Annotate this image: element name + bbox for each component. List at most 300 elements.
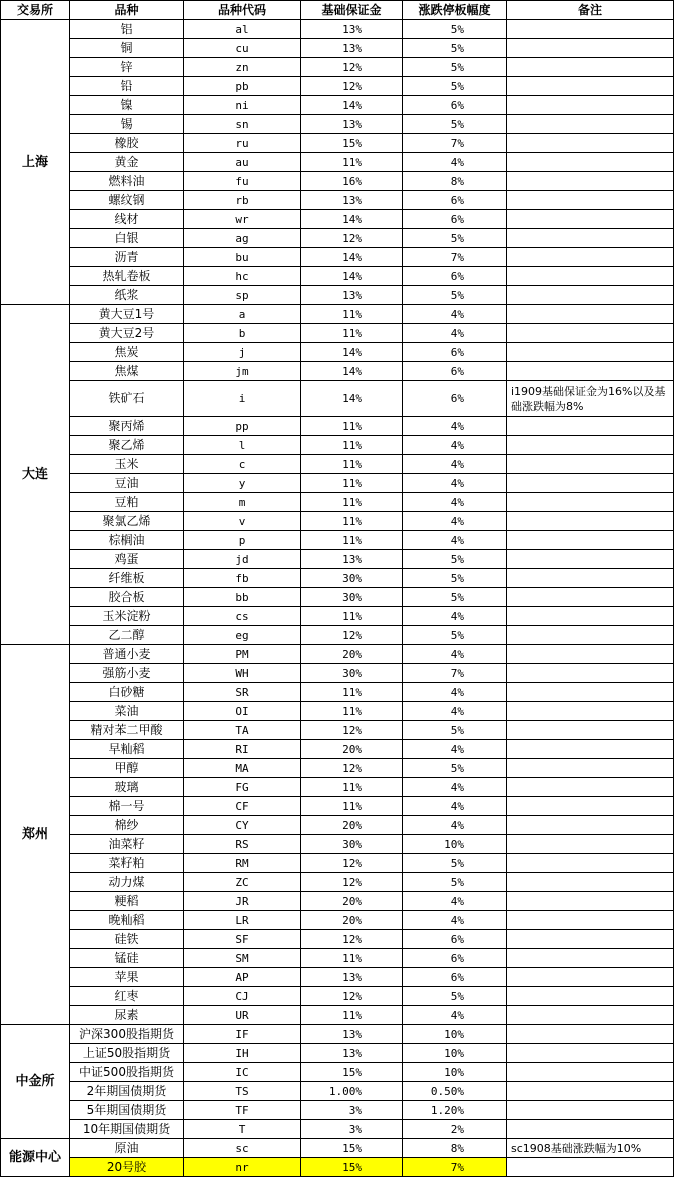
table-row (1, 436, 674, 455)
limit-cell: 5% (403, 58, 507, 77)
exchange-cell: 大连 (1, 305, 70, 645)
exchange-cell: 郑州 (1, 645, 70, 1025)
code-cell: y (184, 474, 301, 493)
margin-cell: 20% (301, 911, 403, 930)
limit-cell: 6% (403, 96, 507, 115)
table-row (1, 968, 674, 987)
product-cell: 锰硅 (70, 949, 184, 968)
limit-cell: 4% (403, 778, 507, 797)
limit-cell: 10% (403, 1025, 507, 1044)
product-cell: 20号胶 (70, 1158, 184, 1177)
code-cell: zn (184, 58, 301, 77)
code-cell: c (184, 455, 301, 474)
product-cell: 粳稻 (70, 892, 184, 911)
limit-cell: 4% (403, 702, 507, 721)
table-row (1, 531, 674, 550)
product-cell: 棕榈油 (70, 531, 184, 550)
code-cell: bb (184, 588, 301, 607)
margin-cell: 30% (301, 588, 403, 607)
code-cell: jm (184, 362, 301, 381)
note-cell (507, 683, 674, 702)
limit-cell: 2% (403, 1120, 507, 1139)
product-cell: 镍 (70, 96, 184, 115)
code-cell: a (184, 305, 301, 324)
note-cell (507, 58, 674, 77)
table-row (1, 172, 674, 191)
limit-cell: 5% (403, 20, 507, 39)
product-cell: 5年期国债期货 (70, 1101, 184, 1120)
code-cell: CF (184, 797, 301, 816)
note-cell (507, 512, 674, 531)
table-row (1, 740, 674, 759)
code-cell: AP (184, 968, 301, 987)
note-cell (507, 455, 674, 474)
margin-cell: 12% (301, 77, 403, 96)
code-cell: ru (184, 134, 301, 153)
code-cell: fb (184, 569, 301, 588)
table-row (1, 1158, 674, 1177)
code-cell: ag (184, 229, 301, 248)
margin-cell: 12% (301, 58, 403, 77)
table-row (1, 683, 674, 702)
product-cell: 油菜籽 (70, 835, 184, 854)
code-cell: MA (184, 759, 301, 778)
note-cell (507, 343, 674, 362)
limit-cell: 5% (403, 873, 507, 892)
limit-cell: 4% (403, 607, 507, 626)
limit-cell: 6% (403, 267, 507, 286)
header-note: 备注 (507, 1, 674, 20)
note-cell (507, 911, 674, 930)
margin-cell: 14% (301, 362, 403, 381)
table-row (1, 607, 674, 626)
note-cell (507, 949, 674, 968)
code-cell: PM (184, 645, 301, 664)
table-row (1, 1082, 674, 1101)
note-cell (507, 436, 674, 455)
table-row (1, 626, 674, 645)
table-row (1, 58, 674, 77)
margin-cell: 11% (301, 702, 403, 721)
margin-cell: 20% (301, 645, 403, 664)
code-cell: fu (184, 172, 301, 191)
limit-cell: 5% (403, 115, 507, 134)
code-cell: UR (184, 1006, 301, 1025)
note-cell (507, 474, 674, 493)
code-cell: rb (184, 191, 301, 210)
note-cell (507, 854, 674, 873)
note-cell (507, 550, 674, 569)
product-cell: 玉米淀粉 (70, 607, 184, 626)
note-cell (507, 96, 674, 115)
limit-cell: 4% (403, 531, 507, 550)
note-cell: i1909基础保证金为16%以及基础涨跌幅为8% (507, 381, 674, 417)
table-row (1, 248, 674, 267)
product-cell: 白砂糖 (70, 683, 184, 702)
margin-cell: 14% (301, 248, 403, 267)
product-cell: 纤维板 (70, 569, 184, 588)
table-row (1, 343, 674, 362)
code-cell: CJ (184, 987, 301, 1006)
code-cell: au (184, 153, 301, 172)
margin-cell: 20% (301, 892, 403, 911)
table-row (1, 381, 674, 417)
limit-cell: 6% (403, 343, 507, 362)
margin-cell: 11% (301, 778, 403, 797)
product-cell: 黄大豆1号 (70, 305, 184, 324)
table-row (1, 362, 674, 381)
product-cell: 线材 (70, 210, 184, 229)
note-cell (507, 1101, 674, 1120)
margin-cell: 16% (301, 172, 403, 191)
margin-cell: 13% (301, 20, 403, 39)
code-cell: ni (184, 96, 301, 115)
note-cell (507, 778, 674, 797)
limit-cell: 5% (403, 626, 507, 645)
table-row (1, 1063, 674, 1082)
margin-cell: 11% (301, 324, 403, 343)
product-cell: 原油 (70, 1139, 184, 1158)
table-row (1, 949, 674, 968)
note-cell (507, 172, 674, 191)
table-row (1, 134, 674, 153)
code-cell: b (184, 324, 301, 343)
table-row (1, 1044, 674, 1063)
code-cell: nr (184, 1158, 301, 1177)
code-cell: RI (184, 740, 301, 759)
note-cell (507, 721, 674, 740)
margin-cell: 12% (301, 759, 403, 778)
margin-cell: 11% (301, 436, 403, 455)
limit-cell: 6% (403, 210, 507, 229)
product-cell: 热轧卷板 (70, 267, 184, 286)
limit-cell: 4% (403, 1006, 507, 1025)
note-cell (507, 1120, 674, 1139)
exchange-cell: 上海 (1, 20, 70, 305)
product-cell: 10年期国债期货 (70, 1120, 184, 1139)
product-cell: 铜 (70, 39, 184, 58)
note-cell (507, 229, 674, 248)
product-cell: 鸡蛋 (70, 550, 184, 569)
margin-cell: 20% (301, 816, 403, 835)
margin-cell: 20% (301, 740, 403, 759)
margin-cell: 11% (301, 474, 403, 493)
table-row (1, 1006, 674, 1025)
code-cell: TA (184, 721, 301, 740)
code-cell: RS (184, 835, 301, 854)
product-cell: 中证500股指期货 (70, 1063, 184, 1082)
limit-cell: 6% (403, 930, 507, 949)
product-cell: 甲醇 (70, 759, 184, 778)
limit-cell: 5% (403, 569, 507, 588)
note-cell (507, 588, 674, 607)
code-cell: OI (184, 702, 301, 721)
margin-cell: 11% (301, 512, 403, 531)
product-cell: 棉一号 (70, 797, 184, 816)
exchange-cell: 中金所 (1, 1025, 70, 1139)
note-cell (507, 968, 674, 987)
table-row (1, 493, 674, 512)
limit-cell: 4% (403, 512, 507, 531)
table-row (1, 778, 674, 797)
code-cell: i (184, 381, 301, 417)
note-cell (507, 664, 674, 683)
limit-cell: 7% (403, 248, 507, 267)
table-row (1, 512, 674, 531)
code-cell: CY (184, 816, 301, 835)
limit-cell: 7% (403, 134, 507, 153)
product-cell: 豆油 (70, 474, 184, 493)
table-row (1, 305, 674, 324)
margin-cell: 11% (301, 153, 403, 172)
limit-cell: 7% (403, 1158, 507, 1177)
code-cell: SM (184, 949, 301, 968)
note-cell (507, 286, 674, 305)
table-row (1, 759, 674, 778)
note-cell (507, 759, 674, 778)
margin-cell: 30% (301, 569, 403, 588)
limit-cell: 4% (403, 645, 507, 664)
header-margin: 基础保证金 (301, 1, 403, 20)
note-cell (507, 493, 674, 512)
note-cell (507, 892, 674, 911)
code-cell: T (184, 1120, 301, 1139)
table-body (1, 20, 674, 1177)
product-cell: 聚丙烯 (70, 417, 184, 436)
product-cell: 乙二醇 (70, 626, 184, 645)
table-row (1, 588, 674, 607)
product-cell: 棉纱 (70, 816, 184, 835)
limit-cell: 4% (403, 324, 507, 343)
margin-cell: 12% (301, 930, 403, 949)
note-cell (507, 835, 674, 854)
code-cell: sc (184, 1139, 301, 1158)
code-cell: pp (184, 417, 301, 436)
code-cell: SF (184, 930, 301, 949)
note-cell (507, 930, 674, 949)
table-row (1, 930, 674, 949)
limit-cell: 4% (403, 305, 507, 324)
limit-cell: 4% (403, 892, 507, 911)
table-row (1, 1025, 674, 1044)
code-cell: p (184, 531, 301, 550)
limit-cell: 4% (403, 153, 507, 172)
product-cell: 晚籼稻 (70, 911, 184, 930)
margin-cell: 30% (301, 664, 403, 683)
note-cell (507, 873, 674, 892)
limit-cell: 10% (403, 1063, 507, 1082)
code-cell: al (184, 20, 301, 39)
limit-cell: 6% (403, 191, 507, 210)
table-row (1, 569, 674, 588)
code-cell: WH (184, 664, 301, 683)
note-cell (507, 115, 674, 134)
note-cell (507, 20, 674, 39)
margin-cell: 13% (301, 550, 403, 569)
margin-cell: 11% (301, 493, 403, 512)
table-row (1, 702, 674, 721)
note-cell (507, 362, 674, 381)
code-cell: TF (184, 1101, 301, 1120)
header-row (1, 1, 674, 20)
limit-cell: 5% (403, 39, 507, 58)
product-cell: 菜油 (70, 702, 184, 721)
code-cell: JR (184, 892, 301, 911)
table-row (1, 20, 674, 39)
margin-cell: 13% (301, 1025, 403, 1044)
margin-cell: 12% (301, 987, 403, 1006)
limit-cell: 4% (403, 740, 507, 759)
code-cell: LR (184, 911, 301, 930)
table-row (1, 115, 674, 134)
margin-cell: 14% (301, 96, 403, 115)
margin-cell: 13% (301, 286, 403, 305)
table-row (1, 664, 674, 683)
margin-cell: 11% (301, 607, 403, 626)
code-cell: FG (184, 778, 301, 797)
note-cell (507, 987, 674, 1006)
product-cell: 普通小麦 (70, 645, 184, 664)
code-cell: bu (184, 248, 301, 267)
product-cell: 橡胶 (70, 134, 184, 153)
product-cell: 菜籽粕 (70, 854, 184, 873)
note-cell (507, 417, 674, 436)
note-cell (507, 77, 674, 96)
limit-cell: 5% (403, 987, 507, 1006)
exchange-cell: 能源中心 (1, 1139, 70, 1177)
code-cell: eg (184, 626, 301, 645)
product-cell: 红枣 (70, 987, 184, 1006)
note-cell (507, 153, 674, 172)
table-row (1, 455, 674, 474)
table-row (1, 873, 674, 892)
table-row (1, 987, 674, 1006)
limit-cell: 10% (403, 1044, 507, 1063)
note-cell (507, 248, 674, 267)
product-cell: 铁矿石 (70, 381, 184, 417)
note-cell (507, 1082, 674, 1101)
limit-cell: 4% (403, 683, 507, 702)
product-cell: 动力煤 (70, 873, 184, 892)
product-cell: 上证50股指期货 (70, 1044, 184, 1063)
table-row (1, 229, 674, 248)
margin-cell: 30% (301, 835, 403, 854)
note-cell (507, 626, 674, 645)
note-cell (507, 267, 674, 286)
product-cell: 锌 (70, 58, 184, 77)
product-cell: 螺纹钢 (70, 191, 184, 210)
limit-cell: 6% (403, 381, 507, 417)
note-cell (507, 134, 674, 153)
product-cell: 纸浆 (70, 286, 184, 305)
limit-cell: 4% (403, 816, 507, 835)
table-row (1, 39, 674, 58)
note-cell (507, 569, 674, 588)
note-cell (507, 816, 674, 835)
table-row (1, 1139, 674, 1158)
code-cell: cs (184, 607, 301, 626)
code-cell: ZC (184, 873, 301, 892)
note-cell (507, 607, 674, 626)
header-exchange: 交易所 (1, 1, 70, 20)
table-row (1, 721, 674, 740)
product-cell: 硅铁 (70, 930, 184, 949)
product-cell: 黄大豆2号 (70, 324, 184, 343)
limit-cell: 5% (403, 854, 507, 873)
limit-cell: 1.20% (403, 1101, 507, 1120)
product-cell: 铝 (70, 20, 184, 39)
product-cell: 沪深300股指期货 (70, 1025, 184, 1044)
limit-cell: 7% (403, 664, 507, 683)
margin-cell: 11% (301, 683, 403, 702)
code-cell: cu (184, 39, 301, 58)
code-cell: m (184, 493, 301, 512)
product-cell: 沥青 (70, 248, 184, 267)
limit-cell: 4% (403, 417, 507, 436)
table-row (1, 1101, 674, 1120)
limit-cell: 4% (403, 797, 507, 816)
note-cell (507, 191, 674, 210)
table-row (1, 892, 674, 911)
product-cell: 2年期国债期货 (70, 1082, 184, 1101)
code-cell: jd (184, 550, 301, 569)
table-row (1, 645, 674, 664)
table-row (1, 77, 674, 96)
margin-cell: 15% (301, 1139, 403, 1158)
margin-cell: 12% (301, 626, 403, 645)
code-cell: SR (184, 683, 301, 702)
margin-cell: 14% (301, 381, 403, 417)
table-row (1, 1120, 674, 1139)
margin-cell: 3% (301, 1101, 403, 1120)
margin-cell: 11% (301, 1006, 403, 1025)
limit-cell: 4% (403, 493, 507, 512)
product-cell: 铅 (70, 77, 184, 96)
header-code: 品种代码 (184, 1, 301, 20)
code-cell: sp (184, 286, 301, 305)
code-cell: IC (184, 1063, 301, 1082)
margin-cell: 13% (301, 115, 403, 134)
note-cell (507, 1158, 674, 1177)
table-row (1, 550, 674, 569)
header-product: 品种 (70, 1, 184, 20)
margin-cell: 11% (301, 531, 403, 550)
product-cell: 豆粕 (70, 493, 184, 512)
table-row (1, 96, 674, 115)
limit-cell: 5% (403, 286, 507, 305)
note-cell (507, 531, 674, 550)
note-cell (507, 1025, 674, 1044)
note-cell (507, 797, 674, 816)
table-row (1, 816, 674, 835)
product-cell: 焦煤 (70, 362, 184, 381)
margin-cell: 15% (301, 134, 403, 153)
margin-cell: 14% (301, 267, 403, 286)
product-cell: 燃料油 (70, 172, 184, 191)
limit-cell: 6% (403, 968, 507, 987)
margin-cell: 12% (301, 229, 403, 248)
margin-cell: 15% (301, 1063, 403, 1082)
margin-cell: 13% (301, 191, 403, 210)
note-cell (507, 1063, 674, 1082)
limit-cell: 6% (403, 949, 507, 968)
margin-cell: 13% (301, 1044, 403, 1063)
limit-cell: 5% (403, 588, 507, 607)
margin-cell: 12% (301, 873, 403, 892)
note-cell: sc1908基础涨跌幅为10% (507, 1139, 674, 1158)
note-cell (507, 1044, 674, 1063)
product-cell: 早籼稻 (70, 740, 184, 759)
